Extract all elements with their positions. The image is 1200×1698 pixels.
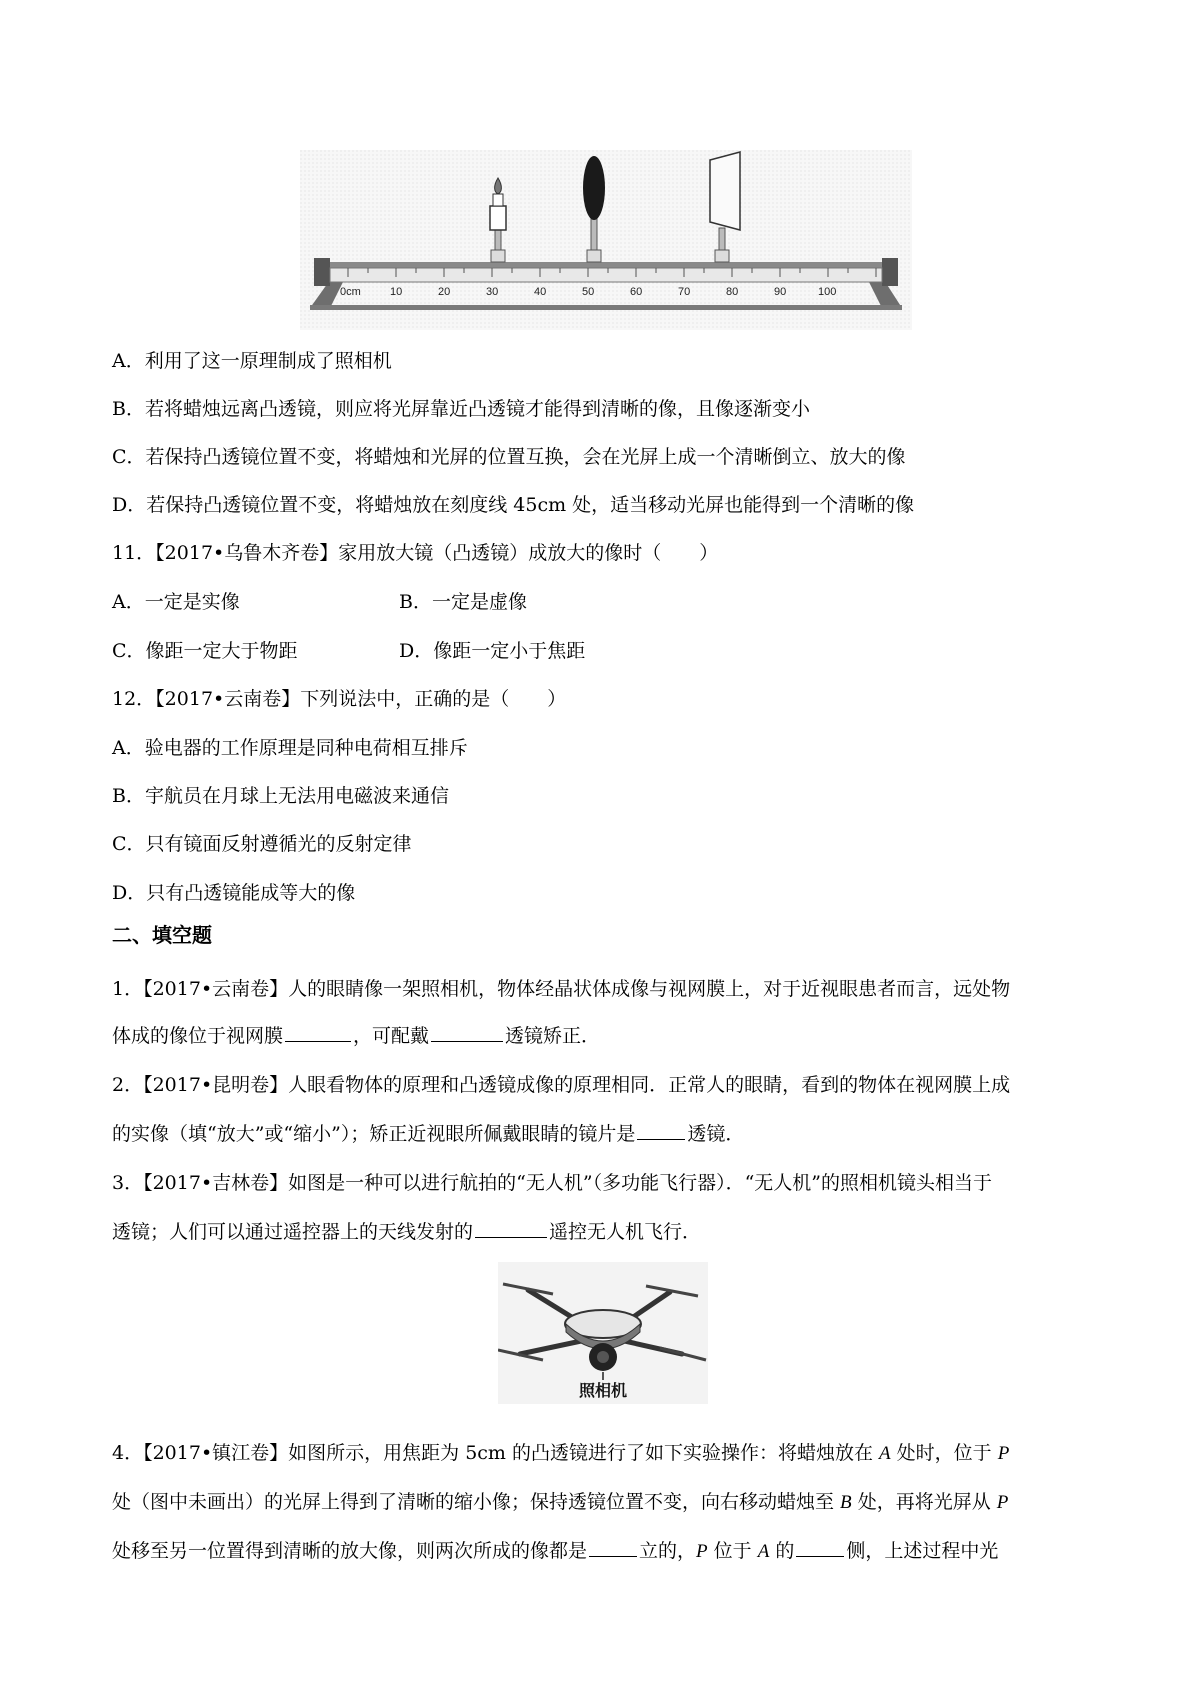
bench-right-post <box>882 258 898 286</box>
optical-bench-figure <box>300 150 912 330</box>
f1-line2 <box>112 1023 600 1049</box>
f3-line2 <box>112 1219 701 1245</box>
f4-var-p-3: P <box>696 1541 708 1562</box>
ruler-label-50: 50 <box>582 286 595 298</box>
bench-left-post <box>314 258 330 286</box>
q12-option-c: C．只有镜面反射遵循光的反射定律 <box>112 833 412 855</box>
f3-text-a: 透镜；人们可以通过遥控器上的天线发射的 <box>112 1221 474 1243</box>
q11-option-c: C．像距一定大于物距 <box>112 640 298 662</box>
f4-var-a-2: A <box>757 1541 770 1562</box>
q11-option-b: B．一定是虚像 <box>399 591 527 613</box>
q10-option-b: B．若将蜡烛远离凸透镜，则应将光屏靠近凸透镜才能得到清晰的像，且像逐渐变小 <box>112 398 810 420</box>
q12-option-b: B．宇航员在月球上无法用电磁波来通信 <box>112 785 449 807</box>
optical-bench-diagram <box>300 150 912 330</box>
f1-text-b: ，可配戴 <box>353 1025 430 1047</box>
f3-line1: 3．【2017•吉林卷】如图是一种可以进行航拍的“无人机”（多功能飞行器）．“无人机”的照相机镜头相当于 <box>112 1172 993 1194</box>
f4-text-3e: 侧，上述过程中光 <box>846 1540 999 1562</box>
q11-option-a: A．一定是实像 <box>112 591 240 613</box>
f4-var-p-2: P <box>996 1492 1009 1513</box>
section-heading: 二、填空题 <box>112 923 212 947</box>
q10-option-a: A．利用了这一原理制成了照相机 <box>112 350 392 372</box>
f4-blank-1[interactable] <box>589 1538 637 1557</box>
f4-line1 <box>112 1440 1009 1467</box>
f2-line1: 2．【2017•昆明卷】人眼看物体的原理和凸透镜成像的原理相同．正常人的眼睛，看到的物体在视网膜上成 <box>112 1074 1011 1096</box>
f2-blank-1[interactable] <box>637 1121 685 1140</box>
ruler-label-100: 100 <box>818 286 837 298</box>
f4-text-3b: 立的， <box>639 1540 697 1562</box>
f1-blank-2[interactable] <box>431 1023 503 1042</box>
q11-stem: 11．【2017•乌鲁木齐卷】家用放大镜（凸透镜）成放大的像时（ ） <box>112 542 719 564</box>
q12-option-d: D．只有凸透镜能成等大的像 <box>112 882 356 904</box>
drone-figure <box>498 1262 708 1404</box>
q12-option-a: A．验电器的工作原理是同种电荷相互排斥 <box>112 737 468 759</box>
ruler-label-70: 70 <box>678 286 691 298</box>
ruler-label-80: 80 <box>726 286 739 298</box>
f1-text-c: 透镜矫正． <box>505 1025 601 1047</box>
f4-line3 <box>112 1538 998 1565</box>
f2-text-b: 透镜． <box>687 1123 745 1145</box>
f3-blank-1[interactable] <box>475 1219 547 1238</box>
drone-diagram <box>498 1262 708 1404</box>
f2-line2 <box>112 1121 744 1147</box>
f1-text-a: 体成的像位于视网膜 <box>112 1025 284 1047</box>
f4-text-1a: 4．【2017•镇江卷】如图所示，用焦距为 5cm 的凸透镜进行了如下实验操作：将蜡烛放在 <box>112 1442 880 1464</box>
q11-option-d: D．像距一定小于焦距 <box>399 640 586 662</box>
q10-option-c: C．若保持凸透镜位置不变，将蜡烛和光屏的位置互换，会在光屏上成一个清晰倒立、放大的像 <box>112 446 906 468</box>
f1-blank-1[interactable] <box>285 1023 351 1042</box>
f4-var-a: A <box>879 1443 891 1464</box>
f1-line1: 1．【2017•云南卷】人的眼睛像一架照相机，物体经晶状体成像与视网膜上，对于近视眼患者而言，远处物 <box>112 978 1011 1000</box>
ruler-label-10: 10 <box>390 286 403 298</box>
f4-text-3a: 处移至另一位置得到清晰的放大像，则两次所成的像都是 <box>112 1540 588 1562</box>
f4-blank-2[interactable] <box>796 1538 844 1557</box>
drone-caption: 照相机 <box>578 1381 628 1400</box>
f4-text-2b: 处，再将光屏从 <box>851 1491 997 1513</box>
f2-text-a: 的实像（填“放大”或“缩小”）；矫正近视眼所佩戴眼睛的镜片是 <box>112 1123 636 1145</box>
q12-stem: 12．【2017•云南卷】下列说法中，正确的是（ ） <box>112 688 567 710</box>
bench-base <box>310 305 902 310</box>
bench-scale <box>330 268 882 282</box>
f4-text-3c: 位于 <box>707 1540 758 1562</box>
ruler-label-30: 30 <box>486 286 499 298</box>
bench-rail <box>330 262 882 268</box>
f4-text-2a: 处（图中未画出）的光屏上得到了清晰的缩小像；保持透镜位置不变，向右移动蜡烛至 <box>112 1491 841 1513</box>
f4-var-p: P <box>997 1443 1010 1464</box>
q10-option-d: D．若保持凸透镜位置不变，将蜡烛放在刻度线 45cm 处，适当移动光屏也能得到一个清晰的像 <box>112 494 915 516</box>
f4-line2 <box>112 1489 1008 1516</box>
ruler-label-90: 90 <box>774 286 787 298</box>
ruler-label-0: 0cm <box>340 286 361 298</box>
f4-text-3d: 的 <box>769 1540 795 1562</box>
ruler-label-60: 60 <box>630 286 643 298</box>
f4-text-1b: 处时，位于 <box>890 1442 998 1464</box>
f3-text-b: 遥控无人机飞行． <box>549 1221 702 1243</box>
ruler-label-40: 40 <box>534 286 547 298</box>
f4-var-b: B <box>840 1492 852 1513</box>
ruler-label-20: 20 <box>438 286 451 298</box>
